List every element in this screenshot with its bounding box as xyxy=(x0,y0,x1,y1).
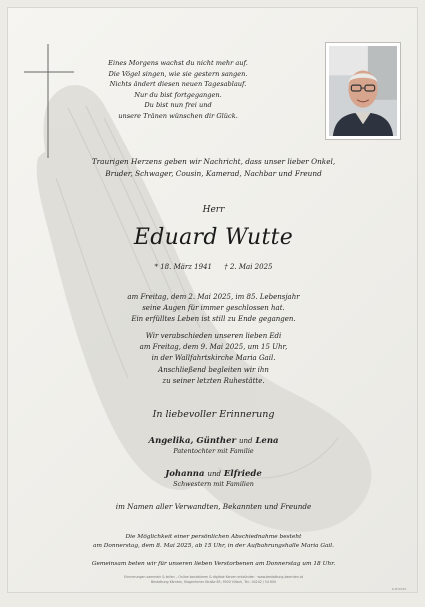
conjunction: und xyxy=(207,470,221,478)
mourner-name: Lena xyxy=(255,436,279,446)
footer-line: Erinnerungen sammeln & teilen – Online kondolieren & digitale Kerzen entzünden · www.bestattung-kaernten.at xyxy=(123,575,304,579)
farewell-line: Anschließend begleiten wir ihn xyxy=(158,365,269,374)
footer-line: Bestattung Kärnten, Klagenfurter Straße 85, 9500 Villach, Tel.: 04242 / 54 600 xyxy=(150,579,277,584)
death-notice xyxy=(7,7,418,593)
mourner-name: Günther xyxy=(196,436,237,446)
mourner-name: Angelika xyxy=(148,436,191,446)
portrait-photo xyxy=(325,42,401,140)
poem-line: Du bist nun frei und xyxy=(144,101,212,109)
farewell-line: am Freitag, dem 9. Mai 2025, um 15 Uhr, xyxy=(139,343,288,352)
deceased-name: Eduard Wutte xyxy=(133,225,294,250)
death-line: seine Augen für immer geschlossen hat. xyxy=(142,304,285,313)
poem-line: Eines Morgens wachst du nicht mehr auf. xyxy=(108,59,248,67)
mourner-names xyxy=(8,436,418,446)
life-dates xyxy=(8,263,418,271)
relatives-line: im Namen aller Verwandten, Bekannten und Freunde xyxy=(115,502,312,511)
mourner-description: Schwestern mit Familien xyxy=(173,480,254,488)
farewell-text xyxy=(8,331,418,387)
farewell-line: in der Wallfahrtskirche Maria Gail. xyxy=(151,354,276,363)
intro-text xyxy=(8,156,418,180)
separator: , xyxy=(190,436,194,446)
conjunction: und xyxy=(238,437,253,445)
birth-date: * 18. März 1941 xyxy=(154,263,212,271)
farewell-line: Wir verabschieden unseren lieben Edi xyxy=(145,332,282,340)
wake-line: am Donnerstag, dem 8. Mai 2025, ab 15 Uhr, in der Aufbahrungshalle Maria Gail. xyxy=(92,543,334,550)
mourner-description: Patentochter mit Familie xyxy=(173,447,254,455)
poem-line: Nur du bist fortgegangen. xyxy=(134,90,222,99)
wake-line: Die Möglichkeit einer persönlichen Abschiednahme besteht xyxy=(125,534,302,540)
intro-line: Bruder, Schwager, Cousin, Kamerad, Nachbar und Freund xyxy=(105,168,322,178)
death-line: Ein erfülltes Leben ist still zu Ende gegangen. xyxy=(131,315,296,324)
farewell-line: zu seiner letzten Ruhestätte. xyxy=(162,376,265,385)
document-code: K-IP 0525 xyxy=(392,587,407,591)
salutation: Herr xyxy=(202,205,225,215)
death-text xyxy=(8,292,418,326)
intro-line: Traurigen Herzens geben wir Nachricht, dass unser lieber Onkel, xyxy=(91,157,336,166)
memory-heading: In liebevoller Erinnerung xyxy=(152,409,275,420)
mourner-name: Elfriede xyxy=(223,469,262,479)
mourner-group xyxy=(8,436,418,455)
poem-line: Die Vögel singen, wie sie gestern sangen. xyxy=(108,69,248,78)
poem-line: Nichts ändert diesen neuen Tagesablauf. xyxy=(109,80,247,88)
mourner-name: Johanna xyxy=(165,469,205,479)
prayer-text: Gemeinsam beten wir für unseren lieben Verstorbenen am Donnerstag um 18 Uhr. xyxy=(91,561,336,567)
mourner-group xyxy=(8,469,418,488)
footer xyxy=(8,575,418,584)
mourner-names xyxy=(8,469,418,479)
death-line: am Freitag, dem 2. Mai 2025, im 85. Lebensjahr xyxy=(127,293,300,301)
death-date: † 2. Mai 2025 xyxy=(224,263,273,271)
poem-line: unsere Tränen wünschen dir Glück. xyxy=(118,111,238,120)
wake-text xyxy=(8,533,418,552)
poem xyxy=(58,58,298,121)
